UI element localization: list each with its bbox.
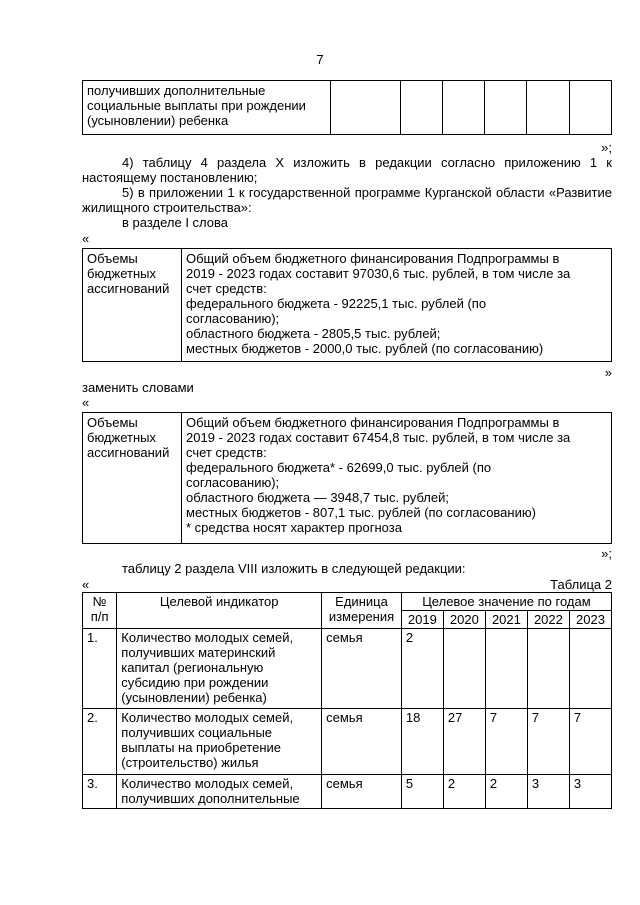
header-target xyxy=(401,593,611,611)
row-value: 7 xyxy=(569,709,611,775)
item-5: 5) в приложении 1 к государственной программе Курганской области «Развитие жилищного строительства»: xyxy=(82,185,612,215)
old-box-line: 2019 - 2023 годах составит 97030,6 тыс. рублей, в том числе за xyxy=(186,266,571,281)
row-indicator-line: получивших дополнительные xyxy=(121,791,300,806)
row-num: 1. xyxy=(83,629,117,709)
in-section-text: в разделе I слова xyxy=(122,215,228,230)
row-value: 2 xyxy=(485,775,527,809)
table-row xyxy=(83,709,612,775)
row-indicator-line: получивших социальные xyxy=(121,725,273,740)
row-indicator-line: Количество молодых семей, xyxy=(121,630,294,645)
close-quote-2: » xyxy=(604,365,612,380)
header-indicator-text: Целевой индикатор xyxy=(159,594,279,609)
open-quote-3: « xyxy=(82,577,90,592)
header-target-text: Целевое значение по годам xyxy=(422,594,591,609)
row-indicator-line: (строительство) жилья xyxy=(121,755,259,770)
header-year: 2019 xyxy=(401,611,443,629)
open-quote-2: « xyxy=(82,395,90,410)
old-box-line: местных бюджетов - 2000,0 тыс. рублей (по согласованию) xyxy=(186,341,544,356)
top-table-text-cell xyxy=(83,81,331,135)
header-year: 2023 xyxy=(569,611,611,629)
old-box-line: федерального бюджета - 92225,1 тыс. рублей (по xyxy=(186,296,487,311)
row-value: 18 xyxy=(401,709,443,775)
row-value xyxy=(569,629,611,709)
header-num xyxy=(83,593,117,629)
top-table-year-cell xyxy=(400,81,442,135)
row-value: 7 xyxy=(485,709,527,775)
row-indicator-line: Количество молодых семей, xyxy=(121,710,294,725)
table-row xyxy=(83,775,612,809)
row-value xyxy=(443,629,485,709)
row-value: 3 xyxy=(569,775,611,809)
row-indicator-line: Количество молодых семей, xyxy=(121,776,294,791)
row-indicator xyxy=(117,629,322,709)
new-box-line: местных бюджетов - 807,1 тыс. рублей (по согласованию) xyxy=(186,505,536,520)
table-row xyxy=(83,629,612,709)
new-box-line: федерального бюджета* - 62699,0 тыс. рублей (по xyxy=(186,460,492,475)
header-unit-text: Единица измерения xyxy=(328,594,395,624)
new-box-text-cell xyxy=(182,413,612,544)
open-quote-1: « xyxy=(82,231,90,246)
row-indicator-line: капитал (региональную xyxy=(121,660,264,675)
row-value: 27 xyxy=(443,709,485,775)
old-box-label: Объемы бюджетных ассигнований xyxy=(87,251,170,296)
old-box-line: Общий объем бюджетного финансирования Подпрограммы в xyxy=(186,251,560,266)
new-box-line: областного бюджета — 3948,7 тыс. рублей; xyxy=(186,490,449,505)
row-indicator-line: (усыновлении) ребенка) xyxy=(121,690,267,705)
old-box-text-cell xyxy=(182,249,612,362)
top-table-year-cell xyxy=(485,81,527,135)
top-table-year-cell xyxy=(442,81,484,135)
row-indicator-line: субсидию при рождении xyxy=(121,675,269,690)
new-allocation-box xyxy=(82,412,612,544)
row-unit: семья xyxy=(322,709,402,775)
header-unit xyxy=(322,593,402,629)
new-box-label-cell xyxy=(83,413,182,544)
new-box-line: 2019 - 2023 годах составит 67454,8 тыс. рублей, в том числе за xyxy=(186,430,571,445)
header-indicator xyxy=(117,593,322,629)
row-indicator xyxy=(117,775,322,809)
old-allocation-box xyxy=(82,248,612,362)
row-value: 3 xyxy=(527,775,569,809)
old-box-line: областного бюджета - 2805,5 тыс. рублей; xyxy=(186,326,441,341)
header-year: 2022 xyxy=(527,611,569,629)
table2-intro: таблицу 2 раздела VIII изложить в следующей редакции: xyxy=(122,561,466,576)
item-4: 4) таблицу 4 раздела X изложить в редакции согласно приложению 1 к настоящему постановлению; xyxy=(82,155,612,185)
row-value: 2 xyxy=(443,775,485,809)
old-box-line: счет средств: xyxy=(186,281,267,296)
row-indicator-line: получивших материнский xyxy=(121,645,276,660)
row-value xyxy=(485,629,527,709)
row-value: 2 xyxy=(401,629,443,709)
top-table-year-cell xyxy=(527,81,569,135)
table2-caption: Таблица 2 xyxy=(550,577,612,592)
old-box-label-cell xyxy=(83,249,182,362)
row-value: 5 xyxy=(401,775,443,809)
new-box-line: * средства носят характер прогноза xyxy=(186,520,402,535)
header-year: 2021 xyxy=(485,611,527,629)
top-table-text: получивших дополнительные социальные выплаты при рождении (усыновлении) ребенка xyxy=(87,83,306,128)
new-box-line: Общий объем бюджетного финансирования Подпрограммы в xyxy=(186,415,560,430)
indicator-table xyxy=(82,592,612,809)
row-num: 3. xyxy=(83,775,117,809)
page-number: 7 xyxy=(316,52,324,67)
header-num-text: № п/п xyxy=(90,594,109,624)
close-quote-1: »; xyxy=(601,140,612,155)
replace-with-text: заменить словами xyxy=(82,380,194,395)
new-box-line: счет средств: xyxy=(186,445,267,460)
close-quote-3: »; xyxy=(601,546,612,561)
row-indicator xyxy=(117,709,322,775)
top-table-unit-cell xyxy=(330,81,400,135)
row-unit: семья xyxy=(322,775,402,809)
top-table-year-cell xyxy=(569,81,611,135)
row-value xyxy=(527,629,569,709)
old-box-line: согласованию); xyxy=(186,311,280,326)
row-indicator-line: выплаты на приобретение xyxy=(121,740,281,755)
new-box-label: Объемы бюджетных ассигнований xyxy=(87,415,170,460)
row-unit: семья xyxy=(322,629,402,709)
header-year: 2020 xyxy=(443,611,485,629)
top-continuation-table xyxy=(82,80,612,135)
new-box-line: согласованию); xyxy=(186,475,280,490)
row-value: 7 xyxy=(527,709,569,775)
row-num: 2. xyxy=(83,709,117,775)
